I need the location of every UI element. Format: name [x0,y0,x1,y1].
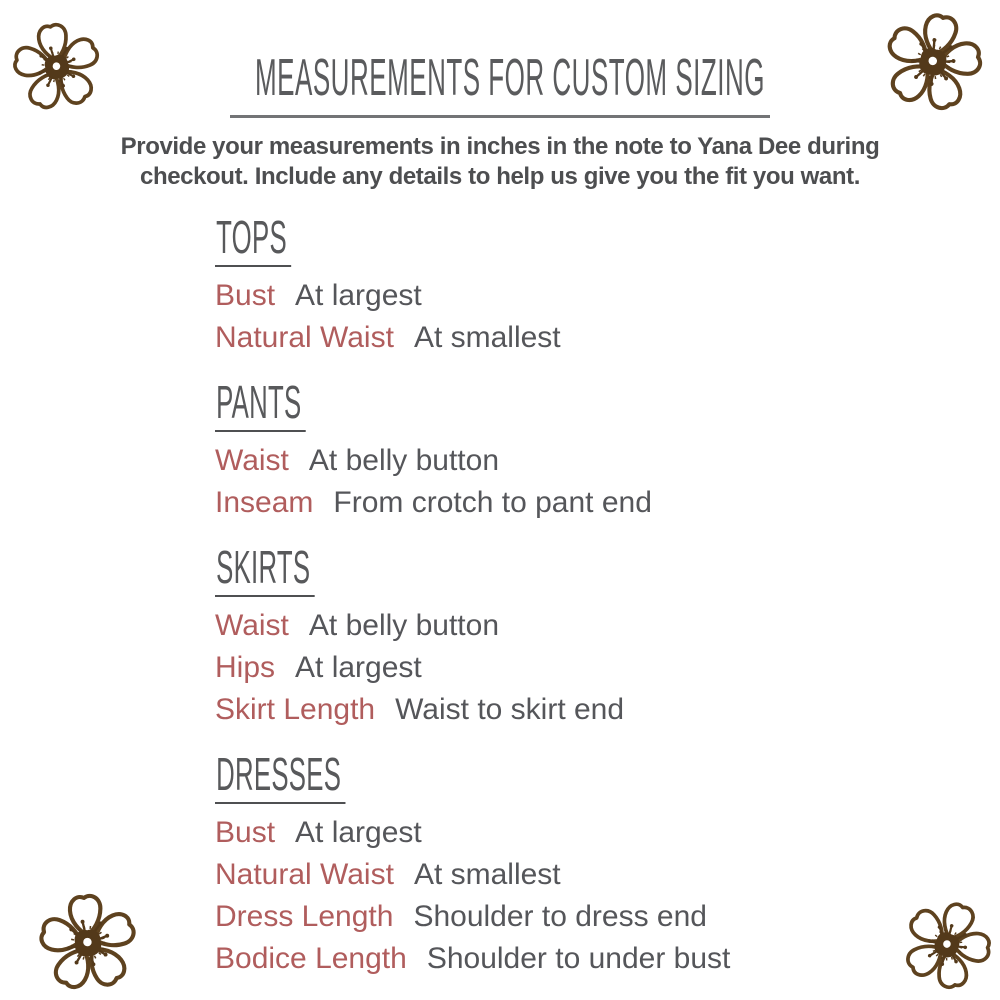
measurement-row [215,854,730,896]
measurement-row [215,440,730,482]
title-underline [230,115,770,118]
intro-text [0,132,1000,192]
measurement-label: Waist [215,444,289,477]
page-title-text: MEASUREMENTS FOR CUSTOM SIZING [254,49,765,107]
section-skirts [215,541,730,731]
measurement-description: At smallest [413,858,561,891]
section-tops-heading: TOPS [215,214,730,267]
measurement-sections [215,211,731,1000]
measurement-label: Bodice Length [215,942,407,975]
header [0,0,1000,192]
measurement-description: From crotch to pant end [333,486,652,519]
intro-text-line-1: Provide your measurements in inches in the note to Yana Dee during [120,133,880,160]
measurement-row [215,605,730,647]
section-tops [215,211,730,359]
measurement-label: Natural Waist [215,858,394,891]
section-pants [215,376,730,524]
measurement-description: At smallest [413,321,561,354]
section-dresses-heading: DRESSES [215,751,730,804]
flower-icon-bottom-left [22,880,154,1000]
intro-text-line-2: checkout. Include any details to help us give you the fit you want. [140,163,860,190]
page-title [0,49,1000,107]
measurement-row [215,689,730,731]
measurement-label: Hips [215,651,276,684]
measurement-label: Dress Length [215,900,394,933]
flower-icon-bottom-right [876,873,1000,1000]
measurement-description: At largest [295,651,422,684]
measurement-row [215,317,730,359]
measurement-label: Skirt Length [215,693,376,726]
measurement-label: Bust [215,816,276,849]
measurement-row [215,647,730,689]
measurement-description: At belly button [308,444,500,477]
measurement-label: Natural Waist [215,321,394,354]
measurement-row [215,938,730,980]
section-skirts-heading: SKIRTS [215,544,730,597]
measurement-label: Waist [215,609,289,642]
measurement-label: Bust [215,279,276,312]
measurement-label: Inseam [215,486,314,519]
measurement-row [215,896,730,938]
flower-icon-top-left [0,0,118,135]
measurement-description: At belly button [308,609,500,642]
measurement-description: Waist to skirt end [395,693,625,726]
measurement-row [215,812,730,854]
section-dresses [215,748,731,980]
measurement-description: Shoulder to under bust [426,942,731,975]
measurement-row [215,482,730,524]
measurement-description: Shoulder to dress end [413,900,707,933]
measurement-description: At largest [295,279,422,312]
section-pants-heading: PANTS [215,379,730,432]
measurement-row [215,275,730,317]
measurement-description: At largest [295,816,422,849]
